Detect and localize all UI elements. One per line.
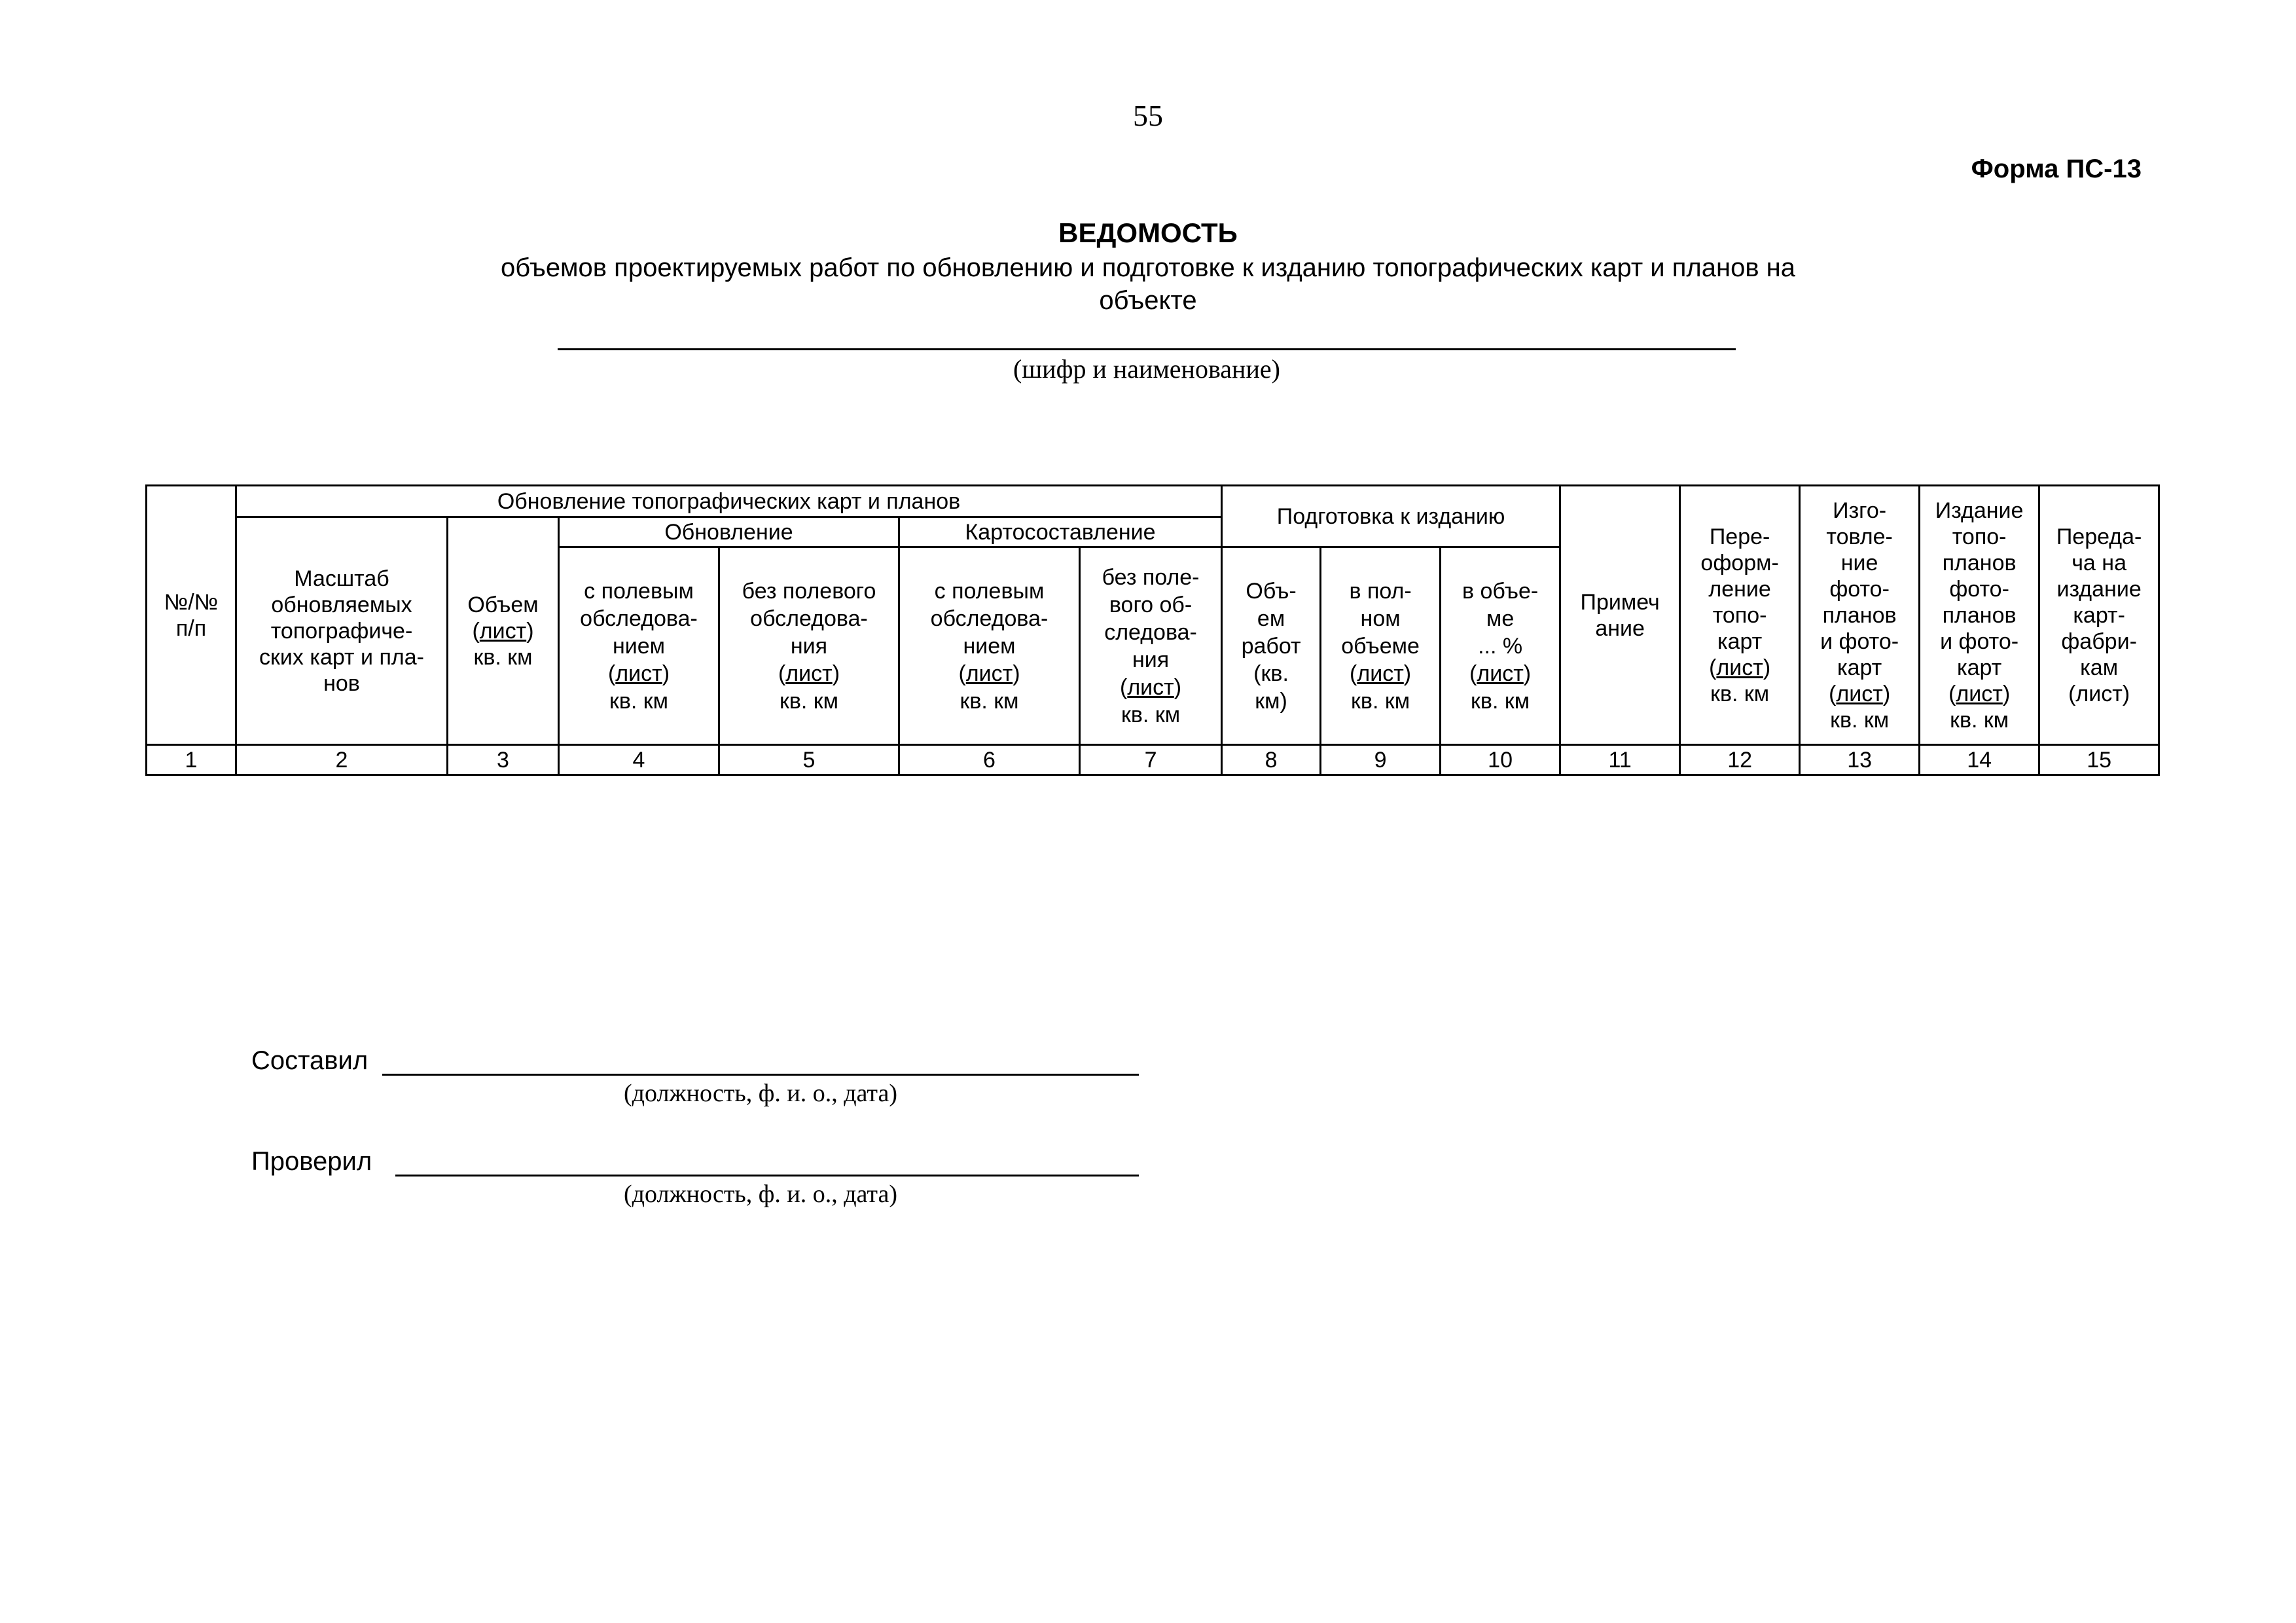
header-cell-4	[559, 547, 719, 745]
object-name-caption: (шифр и наименование)	[1013, 354, 1280, 384]
header-line: ление	[1708, 576, 1771, 602]
header-unit-line: (лист)	[1350, 661, 1412, 686]
header-line: в пол-	[1349, 578, 1412, 604]
header-line: планов	[1822, 602, 1897, 628]
column-number-cell: 15	[2039, 745, 2159, 775]
header-line: нием	[963, 633, 1016, 659]
works-volume-table	[145, 484, 2160, 776]
header-unit-line: (лист)	[778, 661, 840, 686]
header-unit-tail: кв. км	[1121, 702, 1181, 727]
header-line: нием	[612, 633, 666, 659]
header-line: оформ-	[1700, 550, 1779, 575]
header-line: карт	[1956, 655, 2002, 680]
header-line: без поле-	[1102, 564, 1200, 590]
group-update-maps-header: Обновление топографических карт и планов	[236, 486, 1222, 517]
header-cell-1	[147, 486, 236, 745]
header-cell-14	[1920, 486, 2039, 745]
header-line: (лист)	[2068, 681, 2130, 706]
column-number-cell: 14	[1920, 745, 2039, 775]
header-unit-tail: кв. км	[1351, 688, 1410, 714]
group-update-header: Обновление	[559, 517, 899, 547]
form-code: Форма ПС-13	[1971, 155, 2142, 183]
header-unit: лист	[479, 618, 527, 644]
header-line: кам	[2080, 655, 2119, 680]
header-cell-15	[2039, 486, 2159, 745]
header-line: вого об-	[1109, 592, 1193, 617]
header-line: ния	[1132, 647, 1170, 672]
header-line: п/п	[175, 615, 207, 641]
column-number-cell: 11	[1560, 745, 1680, 775]
header-line: ских карт и пла-	[259, 644, 424, 670]
header-cell-12	[1680, 486, 1800, 745]
header-line: топографиче-	[270, 618, 413, 644]
header-unit-line: (лист)	[1120, 674, 1182, 700]
header-line: Примеч	[1580, 589, 1660, 615]
header-unit: лист	[1836, 681, 1883, 706]
header-cell-13	[1800, 486, 1920, 745]
header-line: карт-	[2073, 602, 2125, 628]
header-line: фабри-	[2061, 629, 2137, 654]
header-unit: лист	[1357, 661, 1404, 686]
compiled-by-caption: (должность, ф. и. о., дата)	[623, 1080, 898, 1107]
column-number-cell: 9	[1321, 745, 1441, 775]
header-cell-7	[1080, 547, 1222, 745]
header-line: фото-	[1949, 576, 2009, 602]
header-line: с полевым	[584, 578, 694, 604]
header-line: обследова-	[750, 606, 868, 631]
header-cell-9	[1321, 547, 1441, 745]
header-unit-tail: кв. км	[473, 644, 533, 670]
header-line: ... %	[1478, 633, 1523, 659]
column-number-cell: 1	[147, 745, 236, 775]
header-line: издание	[2056, 576, 2142, 602]
header-line: ние	[1840, 550, 1878, 575]
header-unit: лист	[785, 661, 833, 686]
group-prep-header: Подготовка к изданию	[1222, 486, 1560, 547]
header-unit-line: (лист)	[607, 661, 670, 686]
header-line: обследова-	[580, 606, 698, 631]
header-line: км)	[1255, 688, 1287, 714]
header-line: объеме	[1341, 633, 1420, 659]
header-cell-10	[1441, 547, 1560, 745]
document-subtitle: объемов проектируемых работ по обновлению и подготовке к изданию топографических карт и планов на объекте	[500, 253, 1796, 315]
header-unit-tail: кв. км	[960, 688, 1019, 714]
header-line: следова-	[1104, 619, 1197, 645]
header-unit-line: (лист)	[1709, 655, 1771, 680]
group-compilation-header: Картосоставление	[899, 517, 1222, 547]
header-unit-tail: кв. км	[779, 688, 839, 714]
header-line: топо-	[1712, 602, 1767, 628]
header-line: Объ-	[1246, 578, 1297, 604]
header-cell-2	[236, 517, 448, 745]
header-line: обследова-	[930, 606, 1049, 631]
header-unit-line: (лист)	[1829, 681, 1891, 706]
column-number-cell: 2	[236, 745, 448, 775]
header-cell-8	[1222, 547, 1321, 745]
checked-by-line	[395, 1175, 1139, 1176]
header-cell-3	[448, 517, 559, 745]
header-line: Масштаб	[294, 566, 389, 591]
header-line: планов	[1942, 602, 2017, 628]
header-unit: лист	[1956, 681, 2003, 706]
header-line: ча на	[2072, 550, 2126, 575]
header-cell-6	[899, 547, 1080, 745]
column-number-cell: 7	[1080, 745, 1222, 775]
header-line: ем	[1257, 606, 1285, 631]
header-line: Издание	[1935, 498, 2024, 523]
header-unit-line: (лист)	[1469, 661, 1532, 686]
column-number-cell: 8	[1222, 745, 1321, 775]
column-number-cell: 6	[899, 745, 1080, 775]
header-unit: лист	[1477, 661, 1524, 686]
header-line: ме	[1486, 606, 1515, 631]
header-line: ном	[1360, 606, 1401, 631]
header-line: топо-	[1952, 524, 2007, 549]
compiled-by-line	[382, 1074, 1139, 1076]
header-line: ния	[790, 633, 828, 659]
header-line: Объем	[467, 592, 539, 617]
header-unit-line: (лист)	[472, 618, 534, 644]
header-unit: лист	[615, 661, 662, 686]
header-line: №/№	[164, 589, 219, 615]
header-line: (кв.	[1253, 661, 1289, 686]
header-line: Изго-	[1833, 498, 1887, 523]
header-unit: лист	[965, 661, 1013, 686]
header-unit-tail: кв. км	[609, 688, 669, 714]
column-number-cell: 4	[559, 745, 719, 775]
header-unit-tail: кв. км	[1471, 688, 1530, 714]
checked-by-label: Проверил	[251, 1147, 372, 1176]
page-number: 55	[1133, 99, 1163, 132]
object-name-line	[558, 348, 1736, 350]
header-unit: лист	[1716, 655, 1763, 680]
header-line: Пере-	[1709, 524, 1770, 549]
header-line: без полевого	[742, 578, 876, 604]
header-unit-line: (лист)	[1948, 681, 2011, 706]
column-number-cell: 5	[719, 745, 899, 775]
column-number-cell: 10	[1441, 745, 1560, 775]
header-line: фото-	[1829, 576, 1890, 602]
checked-by-caption: (должность, ф. и. о., дата)	[623, 1180, 898, 1208]
header-line: с полевым	[934, 578, 1045, 604]
header-line: нов	[323, 670, 360, 696]
header-line: планов	[1942, 550, 2017, 575]
header-line: карт	[1717, 629, 1763, 654]
compiled-by-label: Составил	[251, 1046, 368, 1075]
header-line: и фото-	[1940, 629, 2019, 654]
header-unit: лист	[1127, 674, 1174, 700]
header-line: карт	[1837, 655, 1882, 680]
header-unit-tail: кв. км	[1950, 707, 2009, 733]
header-unit-line: (лист)	[958, 661, 1020, 686]
header-unit-tail: кв. км	[1710, 681, 1770, 706]
header-line: в объе-	[1462, 578, 1539, 604]
column-number-cell: 12	[1680, 745, 1800, 775]
document-title: ВЕДОМОСТЬ	[1058, 217, 1238, 248]
column-number-cell: 13	[1800, 745, 1920, 775]
header-line: и фото-	[1820, 629, 1899, 654]
header-line: товле-	[1826, 524, 1893, 549]
header-cell-11	[1560, 486, 1680, 745]
header-line: ание	[1595, 615, 1645, 641]
header-cell-5	[719, 547, 899, 745]
column-number-row	[147, 745, 2159, 775]
header-line: работ	[1241, 633, 1301, 659]
header-unit-tail: кв. км	[1830, 707, 1890, 733]
header-line: обновляемых	[271, 592, 412, 617]
header-line: Переда-	[2056, 524, 2142, 549]
column-number-cell: 3	[448, 745, 559, 775]
